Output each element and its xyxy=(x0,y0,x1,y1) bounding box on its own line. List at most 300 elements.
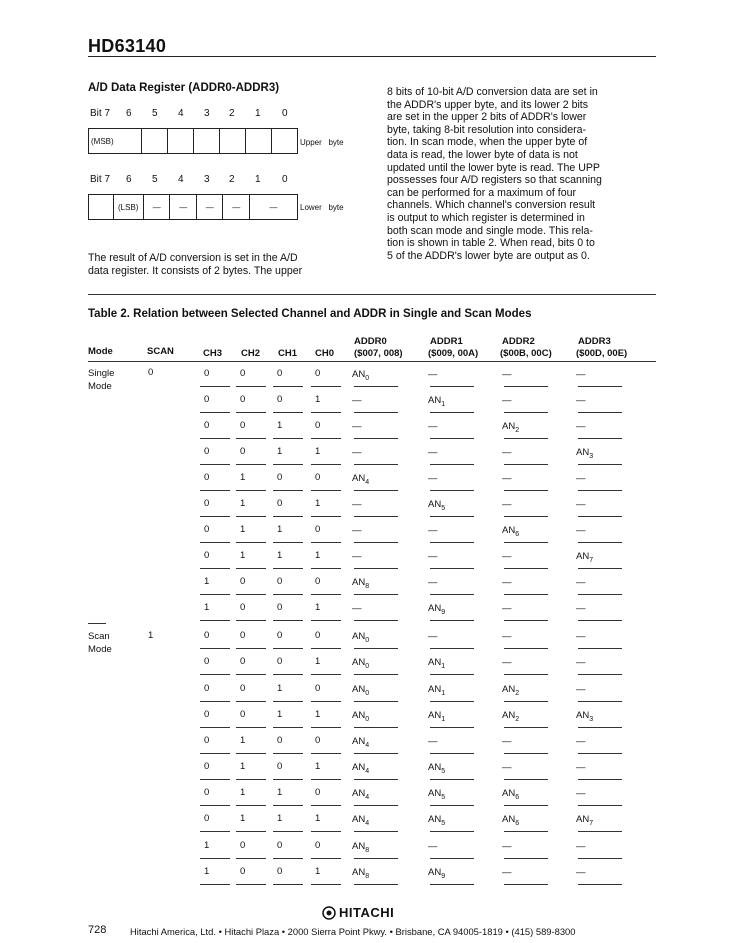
cell-rule xyxy=(311,674,341,675)
addr-cell xyxy=(576,499,586,512)
addr-cell xyxy=(502,684,519,697)
channel-bit-cell: 0 xyxy=(240,602,246,613)
cell-rule xyxy=(236,438,266,439)
addr-cell-text: — xyxy=(352,421,362,432)
addr-cell-text: — xyxy=(502,577,512,588)
addr-cell-subscript: 4 xyxy=(365,819,370,827)
bit-label: 2 xyxy=(229,108,235,119)
addr-cell-text: AN xyxy=(502,788,516,799)
addr-cell xyxy=(502,577,512,590)
cell-rule xyxy=(504,464,548,465)
channel-bit-cell: 0 xyxy=(277,602,283,613)
cell-rule xyxy=(354,727,398,728)
addr-cell-text: AN xyxy=(352,657,366,668)
addr-cell-subscript: 0 xyxy=(365,662,370,670)
addr-cell xyxy=(352,473,369,486)
addr-cell-text: — xyxy=(576,577,586,588)
cell-rule xyxy=(273,412,303,413)
bit-label: 4 xyxy=(178,174,184,185)
channel-bit-cell: 0 xyxy=(240,709,246,720)
cell-rule xyxy=(200,620,230,621)
bit-label: 0 xyxy=(282,174,288,185)
channel-bit-cell: 0 xyxy=(315,576,321,587)
cell-rule xyxy=(430,594,474,595)
addr-cell-text: AN xyxy=(428,395,442,406)
addr-cell-subscript: 9 xyxy=(441,872,446,880)
cell-rule xyxy=(236,674,266,675)
addr-cell-text: — xyxy=(428,577,438,588)
cell-rule xyxy=(578,779,622,780)
cell-rule xyxy=(354,438,398,439)
paragraph-line: data register. It consists of 2 bytes. The upper xyxy=(88,264,303,277)
header-ch2: CH2 xyxy=(241,348,261,359)
addr-cell-subscript: 0 xyxy=(365,374,370,382)
bit-label: 6 xyxy=(126,108,132,119)
addr-cell xyxy=(428,369,438,382)
cell-rule xyxy=(430,674,474,675)
addr-cell-text: — xyxy=(576,788,586,799)
cell-rule xyxy=(578,386,622,387)
cell-rule xyxy=(504,727,548,728)
cell-rule xyxy=(311,779,341,780)
addr-cell-text: — xyxy=(428,447,438,458)
addr-cell-text: — xyxy=(428,473,438,484)
bit-label: 3 xyxy=(204,108,210,119)
addr-cell-text: AN xyxy=(352,788,366,799)
addr-cell-text: — xyxy=(502,499,512,510)
cell-rule xyxy=(578,701,622,702)
addr-cell xyxy=(428,499,445,512)
addr-cell-text: — xyxy=(576,395,586,406)
cell-rule xyxy=(273,727,303,728)
cell-rule xyxy=(504,412,548,413)
channel-bit-cell: 1 xyxy=(277,446,283,457)
cell-rule xyxy=(430,620,474,621)
addr-cell xyxy=(576,447,593,460)
cell-rule xyxy=(354,568,398,569)
addr-cell-text: — xyxy=(576,867,586,878)
hitachi-logo-icon xyxy=(322,906,336,920)
right-paragraph xyxy=(387,86,655,262)
cell-rule xyxy=(430,386,474,387)
cell-rule xyxy=(354,412,398,413)
addr-cell xyxy=(576,577,586,590)
header-addr1-sub: ($009, 00A) xyxy=(428,348,479,359)
channel-bit-cell: 0 xyxy=(277,840,283,851)
bit-label: 4 xyxy=(178,108,184,119)
channel-bit-cell: 1 xyxy=(204,602,210,613)
register-cell xyxy=(220,129,246,153)
document-header-part-number: HD63140 xyxy=(88,36,167,56)
channel-bit-cell: 0 xyxy=(240,576,246,587)
addr-cell-text: — xyxy=(502,867,512,878)
cell-rule xyxy=(236,648,266,649)
cell-rule xyxy=(200,594,230,595)
addr-cell-text: — xyxy=(428,551,438,562)
addr-cell-subscript: 1 xyxy=(441,715,446,723)
channel-bit-cell: 0 xyxy=(277,735,283,746)
channel-bit-cell: 0 xyxy=(240,630,246,641)
channel-bit-cell: 0 xyxy=(240,420,246,431)
addr-cell-subscript: 6 xyxy=(515,819,520,827)
addr-cell-text: — xyxy=(576,603,586,614)
addr-cell xyxy=(352,867,369,880)
addr-cell xyxy=(502,395,512,408)
cell-rule xyxy=(200,701,230,702)
addr-cell-subscript: 8 xyxy=(365,582,370,590)
cell-rule xyxy=(273,648,303,649)
addr-cell-text: — xyxy=(352,447,362,458)
channel-bit-cell: 0 xyxy=(204,683,210,694)
cell-rule xyxy=(504,490,548,491)
addr-cell-text: — xyxy=(428,736,438,747)
addr-cell-text: — xyxy=(352,525,362,536)
cell-rule xyxy=(200,464,230,465)
register-cell xyxy=(142,129,168,153)
cell-rule xyxy=(354,648,398,649)
cell-rule xyxy=(273,674,303,675)
channel-bit-cell: 0 xyxy=(204,394,210,405)
addr-cell xyxy=(576,867,586,880)
addr-cell-subscript: 1 xyxy=(441,689,446,697)
channel-bit-cell: 0 xyxy=(204,656,210,667)
addr-cell xyxy=(352,447,362,460)
cell-rule xyxy=(354,753,398,754)
cell-rule xyxy=(578,805,622,806)
cell-rule xyxy=(273,438,303,439)
cell-rule xyxy=(354,779,398,780)
register-cell xyxy=(246,129,272,153)
addr-cell-text: AN xyxy=(428,814,442,825)
cell-rule xyxy=(354,701,398,702)
header-addr3-sub: ($00D, 00E) xyxy=(576,348,628,359)
channel-bit-cell: 0 xyxy=(315,735,321,746)
register-cell xyxy=(194,129,220,153)
hitachi-logo xyxy=(322,905,394,920)
register-cell: — xyxy=(144,195,171,219)
addr-cell-text: AN xyxy=(576,710,590,721)
cell-rule xyxy=(273,386,303,387)
addr-cell xyxy=(576,710,593,723)
channel-bit-cell: 1 xyxy=(240,761,246,772)
addr-cell xyxy=(502,762,512,775)
addr-cell-subscript: 1 xyxy=(441,662,446,670)
channel-bit-cell: 0 xyxy=(240,683,246,694)
bit-label: 5 xyxy=(152,108,158,119)
channel-bit-cell: 1 xyxy=(240,735,246,746)
addr-cell-text: AN xyxy=(428,499,442,510)
channel-bit-cell: 1 xyxy=(315,866,321,877)
channel-bit-cell: 1 xyxy=(315,602,321,613)
cell-rule xyxy=(354,594,398,595)
cell-rule xyxy=(311,701,341,702)
cell-rule xyxy=(354,490,398,491)
bit-label: 0 xyxy=(282,108,288,119)
cell-rule xyxy=(236,386,266,387)
cell-rule xyxy=(504,779,548,780)
paragraph-line: is output to which register is determined in xyxy=(387,211,585,224)
addr-cell xyxy=(428,447,438,460)
cell-rule xyxy=(200,753,230,754)
cell-rule xyxy=(311,386,341,387)
cell-rule xyxy=(273,542,303,543)
addr-cell-subscript: 7 xyxy=(589,819,594,827)
cell-rule xyxy=(578,858,622,859)
addr-cell-text: — xyxy=(502,603,512,614)
addr-cell xyxy=(428,657,445,670)
channel-bit-cell: 0 xyxy=(277,630,283,641)
addr-cell-text: AN xyxy=(502,684,516,695)
lower-byte-label: Lower byte xyxy=(300,203,344,212)
addr-cell xyxy=(576,421,586,434)
addr-cell xyxy=(576,736,586,749)
cell-rule xyxy=(578,464,622,465)
channel-bit-cell: 0 xyxy=(315,630,321,641)
channel-bit-cell: 1 xyxy=(204,576,210,587)
channel-bit-cell: 1 xyxy=(240,550,246,561)
addr-cell-text: AN xyxy=(502,525,516,536)
cell-rule xyxy=(354,620,398,621)
addr-cell-subscript: 0 xyxy=(365,689,370,697)
addr-cell-text: — xyxy=(576,657,586,668)
paragraph-line: updated until the lower byte is read. The UPP xyxy=(387,161,600,174)
channel-bit-cell: 0 xyxy=(204,630,210,641)
addr-cell-text: — xyxy=(428,421,438,432)
channel-bit-cell: 1 xyxy=(240,498,246,509)
addr-cell-text: — xyxy=(502,631,512,642)
cell-rule xyxy=(311,884,341,885)
cell-rule xyxy=(504,805,548,806)
cell-rule xyxy=(200,648,230,649)
channel-bit-cell: 1 xyxy=(315,446,321,457)
cell-rule xyxy=(504,568,548,569)
cell-rule xyxy=(200,674,230,675)
paragraph-line: The result of A/D conversion is set in the A/D xyxy=(88,252,298,264)
cell-rule xyxy=(236,779,266,780)
addr-cell xyxy=(502,421,519,434)
addr-cell-subscript: 3 xyxy=(589,452,594,460)
mode-separator-rule xyxy=(88,623,106,624)
cell-rule xyxy=(236,542,266,543)
cell-rule xyxy=(200,490,230,491)
mode-label-line: Scan xyxy=(88,631,110,642)
addr-cell xyxy=(502,867,512,880)
header-ch0: CH0 xyxy=(315,348,335,359)
cell-rule xyxy=(354,516,398,517)
cell-rule xyxy=(273,594,303,595)
table-header-rule xyxy=(88,361,656,362)
cell-rule xyxy=(430,438,474,439)
header-ch1: CH1 xyxy=(278,348,298,359)
cell-rule xyxy=(430,727,474,728)
channel-bit-cell: 1 xyxy=(240,787,246,798)
addr-cell xyxy=(428,577,438,590)
channel-bit-cell: 1 xyxy=(315,498,321,509)
cell-rule xyxy=(430,858,474,859)
cell-rule xyxy=(430,753,474,754)
addr-cell xyxy=(428,762,445,775)
table-title: Table 2. Relation between Selected Channel and ADDR in Single and Scan Modes xyxy=(88,308,532,320)
addr-cell-text: — xyxy=(352,395,362,406)
cell-rule xyxy=(430,648,474,649)
cell-rule xyxy=(430,464,474,465)
cell-rule xyxy=(504,648,548,649)
addr-cell xyxy=(352,603,362,616)
addr-cell-text: AN xyxy=(352,577,366,588)
cell-rule xyxy=(273,779,303,780)
cell-rule xyxy=(504,831,548,832)
addr-cell-text: AN xyxy=(352,762,366,773)
addr-cell-text: — xyxy=(576,736,586,747)
cell-rule xyxy=(504,858,548,859)
cell-rule xyxy=(273,805,303,806)
channel-bit-cell: 0 xyxy=(277,498,283,509)
header-ch3: CH3 xyxy=(203,348,223,359)
addr-cell xyxy=(576,841,586,854)
cell-rule xyxy=(236,884,266,885)
upper-byte-register xyxy=(88,128,298,154)
bit-label: 6 xyxy=(126,174,132,185)
addr-cell-text: AN xyxy=(576,447,590,458)
addr-cell xyxy=(428,867,445,880)
addr-cell xyxy=(428,525,438,538)
cell-rule xyxy=(354,386,398,387)
cell-rule xyxy=(504,542,548,543)
cell-rule xyxy=(430,412,474,413)
channel-bit-cell: 1 xyxy=(277,813,283,824)
cell-rule xyxy=(578,620,622,621)
channel-bit-cell: 1 xyxy=(277,550,283,561)
addr-cell xyxy=(428,631,438,644)
cell-rule xyxy=(578,412,622,413)
cell-rule xyxy=(430,779,474,780)
bit-label: 5 xyxy=(152,174,158,185)
addr-cell-text: — xyxy=(502,551,512,562)
register-cell-lsb: (LSB) xyxy=(114,195,144,219)
addr-cell-text: — xyxy=(576,684,586,695)
left-paragraph xyxy=(88,252,368,277)
cell-rule xyxy=(430,568,474,569)
cell-rule xyxy=(578,648,622,649)
channel-bit-cell: 1 xyxy=(277,524,283,535)
cell-rule xyxy=(200,438,230,439)
addr-cell xyxy=(502,736,512,749)
cell-rule xyxy=(236,594,266,595)
cell-rule xyxy=(578,594,622,595)
cell-rule xyxy=(236,805,266,806)
cell-rule xyxy=(311,490,341,491)
channel-bit-cell: 1 xyxy=(315,394,321,405)
cell-rule xyxy=(354,805,398,806)
cell-rule xyxy=(578,753,622,754)
cell-rule xyxy=(504,620,548,621)
register-cell xyxy=(272,129,297,153)
addr-cell-text: AN xyxy=(352,473,366,484)
addr-cell xyxy=(576,603,586,616)
addr-cell-text: — xyxy=(576,525,586,536)
paragraph-line: data is read, the lower byte of data is not xyxy=(387,148,578,161)
channel-bit-cell: 0 xyxy=(204,368,210,379)
addr-cell-text: AN xyxy=(428,710,442,721)
cell-rule xyxy=(200,727,230,728)
addr-cell xyxy=(502,814,519,827)
scan-value-scan: 1 xyxy=(148,630,154,641)
addr-cell xyxy=(352,631,369,644)
addr-cell-text: AN xyxy=(352,814,366,825)
cell-rule xyxy=(273,620,303,621)
addr-cell-subscript: 5 xyxy=(441,504,446,512)
paragraph-line: both scan mode and single mode. This rela- xyxy=(387,224,593,237)
cell-rule xyxy=(504,594,548,595)
cell-rule xyxy=(578,542,622,543)
cell-rule xyxy=(273,568,303,569)
header-addr1: ADDR1 xyxy=(430,336,463,347)
addr-cell-subscript: 1 xyxy=(441,400,446,408)
channel-bit-cell: 1 xyxy=(315,709,321,720)
cell-rule xyxy=(504,438,548,439)
header-rule xyxy=(88,56,656,57)
channel-bit-cell: 0 xyxy=(204,787,210,798)
cell-rule xyxy=(273,858,303,859)
register-cell xyxy=(89,195,114,219)
bit-label: 1 xyxy=(255,108,261,119)
channel-bit-cell: 1 xyxy=(277,420,283,431)
addr-cell-subscript: 4 xyxy=(365,741,370,749)
channel-bit-cell: 1 xyxy=(277,709,283,720)
mode-label-line: Single xyxy=(88,368,115,379)
addr-cell xyxy=(576,369,586,382)
addr-cell-subscript: 8 xyxy=(365,872,370,880)
cell-rule xyxy=(236,620,266,621)
addr-cell-text: — xyxy=(428,631,438,642)
addr-cell xyxy=(352,657,369,670)
paragraph-line: channels. Which channel's conversion result xyxy=(387,199,596,212)
cell-rule xyxy=(430,805,474,806)
channel-bit-cell: 0 xyxy=(204,446,210,457)
addr-cell-text: — xyxy=(502,657,512,668)
addr-cell-text: AN xyxy=(502,421,516,432)
addr-cell-text: — xyxy=(502,395,512,406)
addr-cell-subscript: 7 xyxy=(589,556,594,564)
cell-rule xyxy=(273,753,303,754)
lower-byte-register xyxy=(88,194,298,220)
addr-cell-text: — xyxy=(576,369,586,380)
addr-cell-subscript: 5 xyxy=(441,793,446,801)
cell-rule xyxy=(354,858,398,859)
cell-rule xyxy=(578,884,622,885)
addr-cell-text: AN xyxy=(428,657,442,668)
cell-rule xyxy=(236,858,266,859)
addr-cell-subscript: 2 xyxy=(515,689,520,697)
paragraph-line: the ADDR's upper byte, and its lower 2 bits xyxy=(387,98,589,111)
addr-cell-subscript: 6 xyxy=(515,530,520,538)
cell-rule xyxy=(578,831,622,832)
channel-bit-cell: 0 xyxy=(204,420,210,431)
upper-byte-label: Upper byte xyxy=(300,138,344,147)
addr-cell xyxy=(576,684,586,697)
cell-rule xyxy=(200,412,230,413)
channel-bit-cell: 1 xyxy=(277,683,283,694)
addr-cell-text: — xyxy=(576,421,586,432)
register-cell xyxy=(168,129,194,153)
addr-cell-text: AN xyxy=(428,762,442,773)
cell-rule xyxy=(504,884,548,885)
cell-rule xyxy=(430,490,474,491)
cell-rule xyxy=(311,831,341,832)
channel-bit-cell: 0 xyxy=(204,761,210,772)
addr-cell xyxy=(502,499,512,512)
addr-cell-text: AN xyxy=(502,814,516,825)
